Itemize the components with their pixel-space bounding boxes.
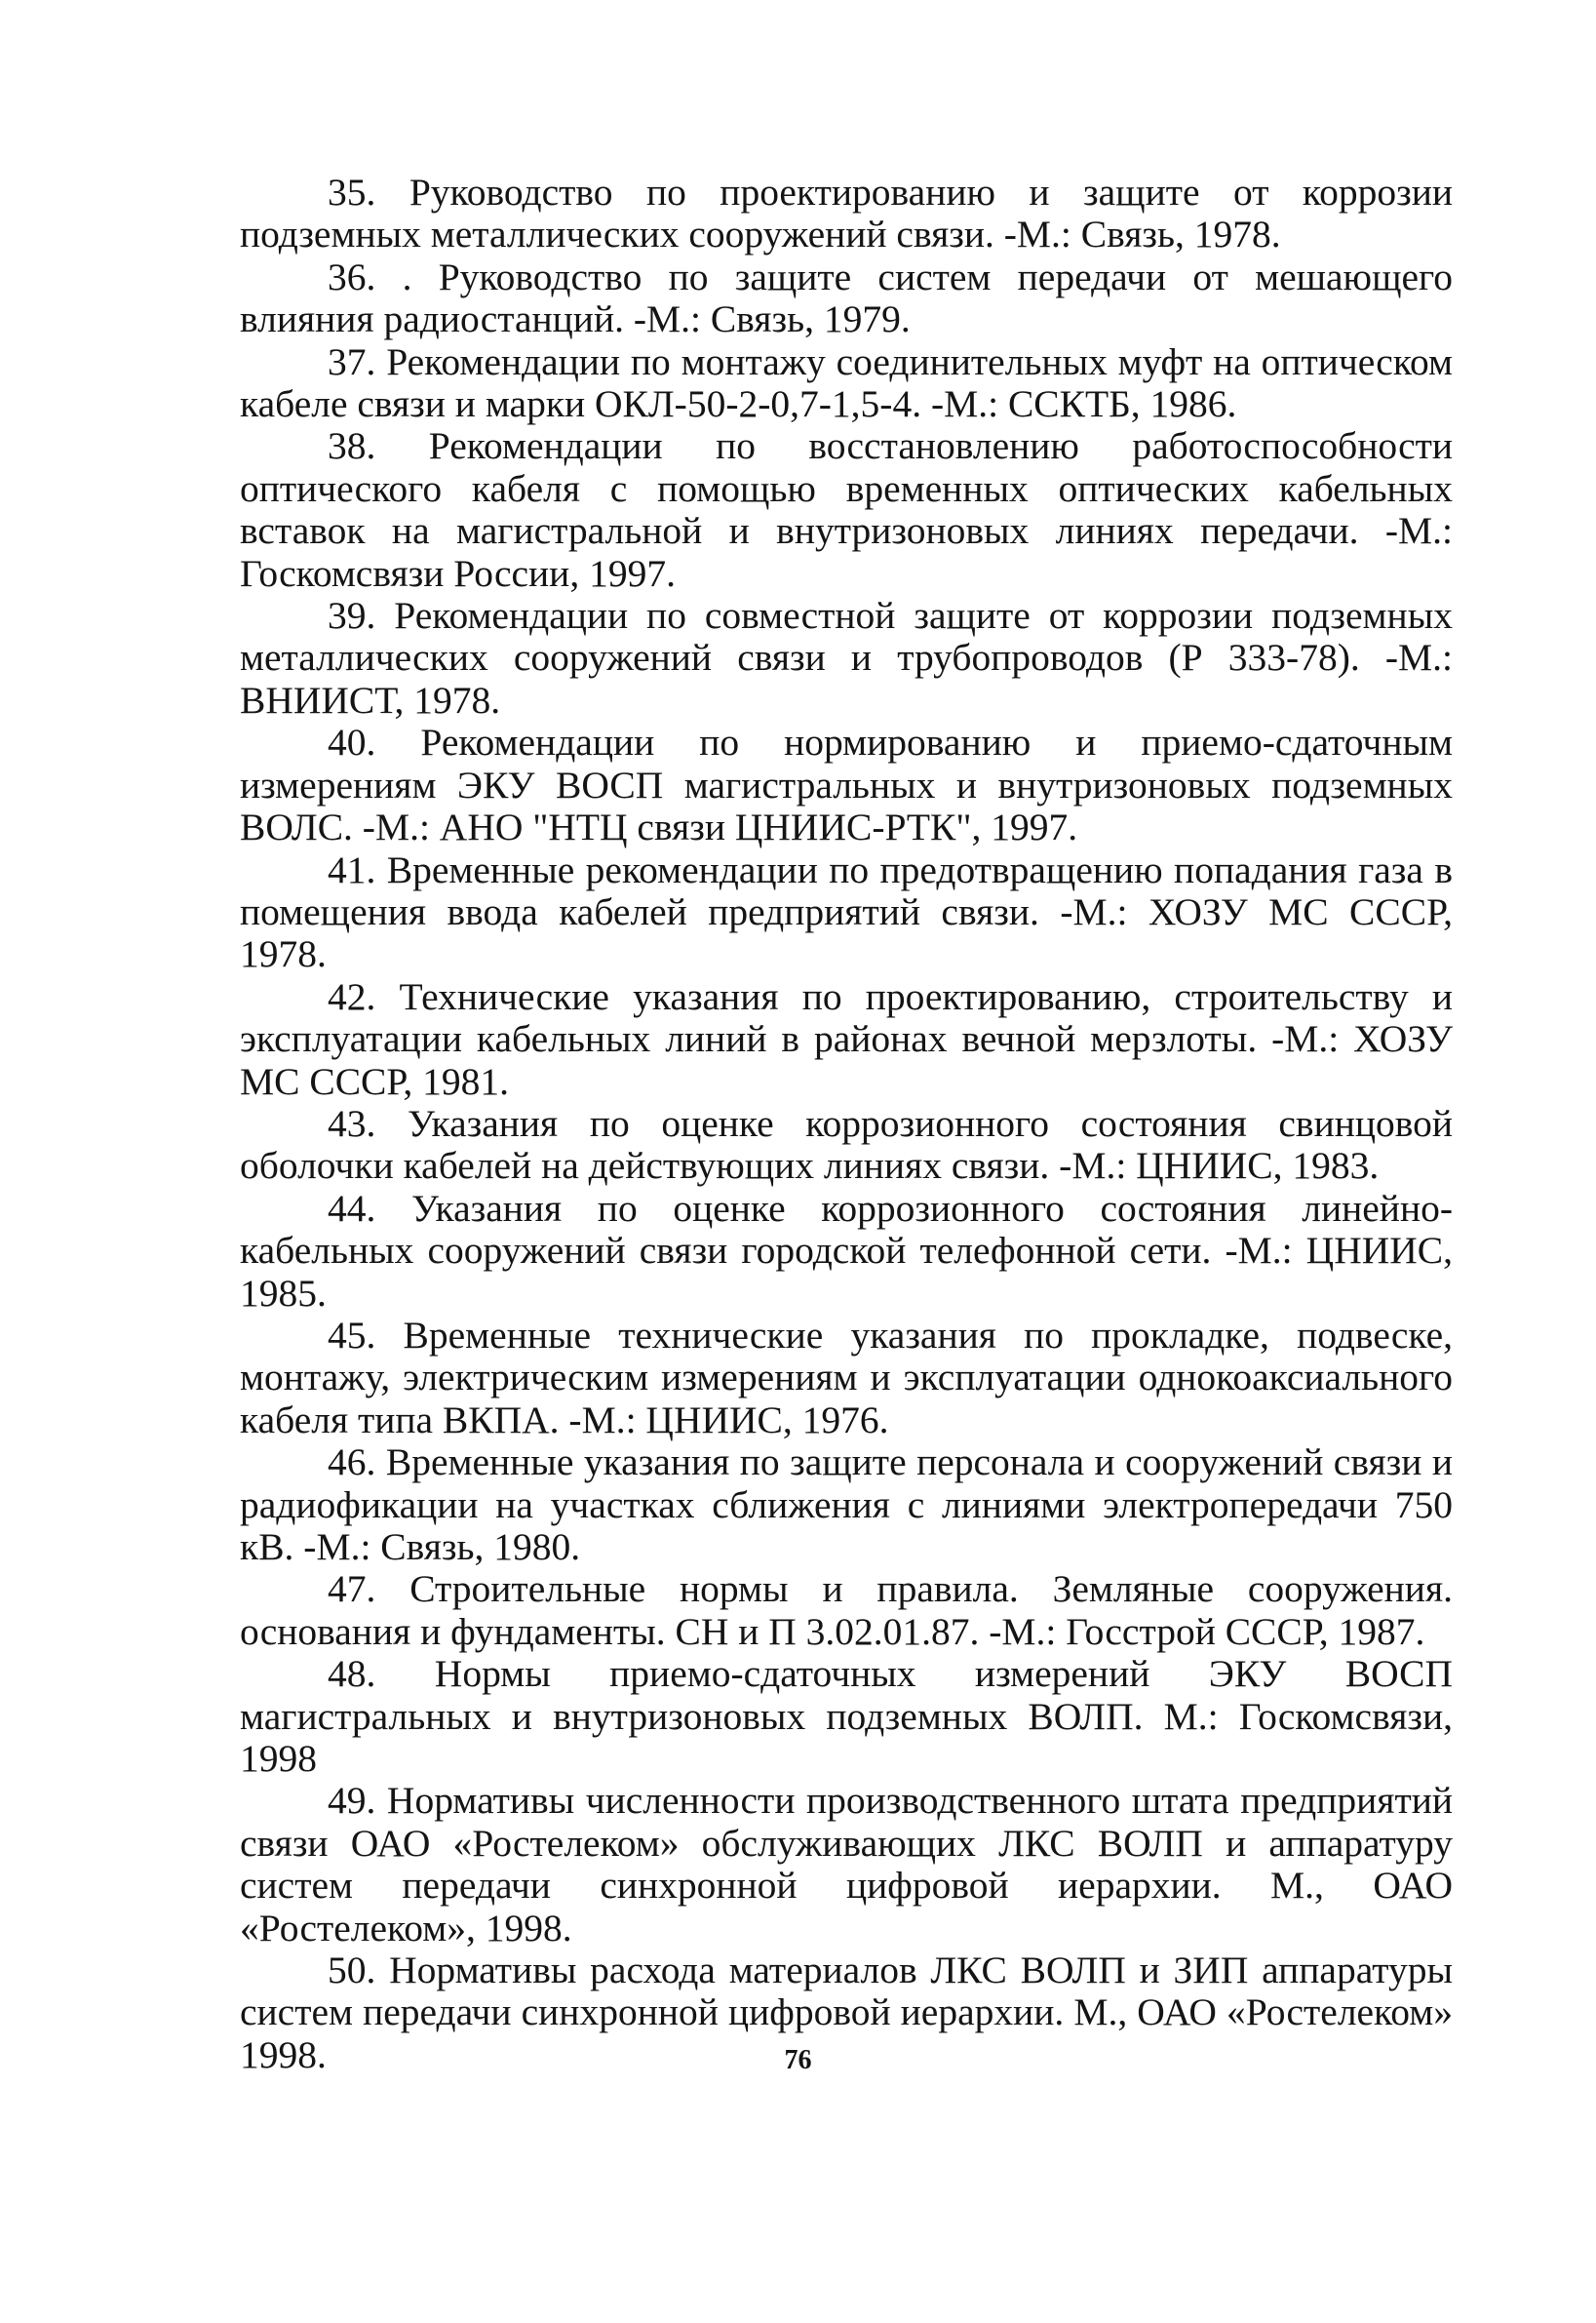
reference-item-46: 46. Временные указания по защите персонала и сооружений связи и радиофикации на участках сближения с линиями электропередачи 750 кВ. -М.: Связь, 1980. [240, 1440, 1453, 1568]
reference-item-39: 39. Рекомендации по совместной защите от коррозии подземных металлических сооружений связи и трубопроводов (Р 333-78). -М.: ВНИИСТ, 1978. [240, 594, 1453, 722]
reference-item-48: 48. Нормы приемо-сдаточных измерений ЭКУ ВОСП магистральных и внутризоновых подземных ВОЛП. М.: Госкомсвязи, 1998 [240, 1652, 1453, 1781]
reference-item-35: 35. Руководство по проектированию и защите от коррозии подземных металлических сооружений связи. -М.: Связь, 1978. [240, 171, 1453, 256]
reference-item-40: 40. Рекомендации по нормированию и приемо-сдаточным измерениям ЭКУ ВОСП магистральных и внутризоновых подземных ВОЛС. -М.: АНО "НТЦ связи ЦНИИС-РТК", 1997. [240, 721, 1453, 849]
reference-item-49: 49. Нормативы численности производственного штата предприятий связи ОАО «Ростелеком» обслуживающих ЛКС ВОЛП и аппаратуру систем передачи синхронной цифровой иерархии. М., ОАО «Ростелеком», 1998. [240, 1779, 1453, 1949]
reference-item-50: 50. Нормативы расхода материалов ЛКС ВОЛП и ЗИП аппаратуры систем передачи синхронной цифровой иерархии. М., ОАО «Ростелеком» 1998. [240, 1949, 1453, 2076]
reference-item-47: 47. Строительные нормы и правила. Земляные сооружения. основания и фундаменты. СН и П 3.02.01.87. -М.: Госстрой СССР, 1987. [240, 1567, 1453, 1653]
reference-item-43: 43. Указания по оценке коррозионного состояния свинцовой оболочки кабелей на действующих линиях связи. -М.: ЦНИИС, 1983. [240, 1101, 1453, 1188]
reference-item-38: 38. Рекомендации по восстановлению работоспособности оптического кабеля с помощью временных оптических кабельных вставок на магистральной и внутризоновых линиях передачи. -М.: Госкомсвязи России, 1997. [240, 424, 1453, 595]
reference-list [240, 172, 1453, 2076]
reference-item-36: 36. . Руководство по защите систем передачи от мешающего влияния радиостанций. -М.: Связь, 1979. [240, 255, 1453, 341]
reference-item-44: 44. Указания по оценке коррозионного состояния линейно-кабельных сооружений связи городской телефонной сети. -М.: ЦНИИС, 1985. [240, 1186, 1453, 1315]
reference-item-42: 42. Технические указания по проектированию, строительству и эксплуатации кабельных линий в районах вечной мерзлоты. -М.: ХОЗУ МС СССР, 1981. [240, 974, 1453, 1103]
reference-item-45: 45. Временные технические указания по прокладке, подвеске, монтажу, электрическим измерениям и эксплуатации однокоаксиального кабеля типа ВКПА. -М.: ЦНИИС, 1976. [240, 1313, 1453, 1441]
reference-item-41: 41. Временные рекомендации по предотвращению попадания газа в помещения ввода кабелей предприятий связи. -М.: ХОЗУ МС СССР, 1978. [240, 847, 1453, 976]
page-number: 76 [784, 2045, 812, 2075]
reference-item-37: 37. Рекомендации по монтажу соединительных муфт на оптическом кабеле связи и марки ОКЛ-50-2-0,7-1,5-4. -М.: ССКТБ, 1986. [240, 339, 1453, 426]
